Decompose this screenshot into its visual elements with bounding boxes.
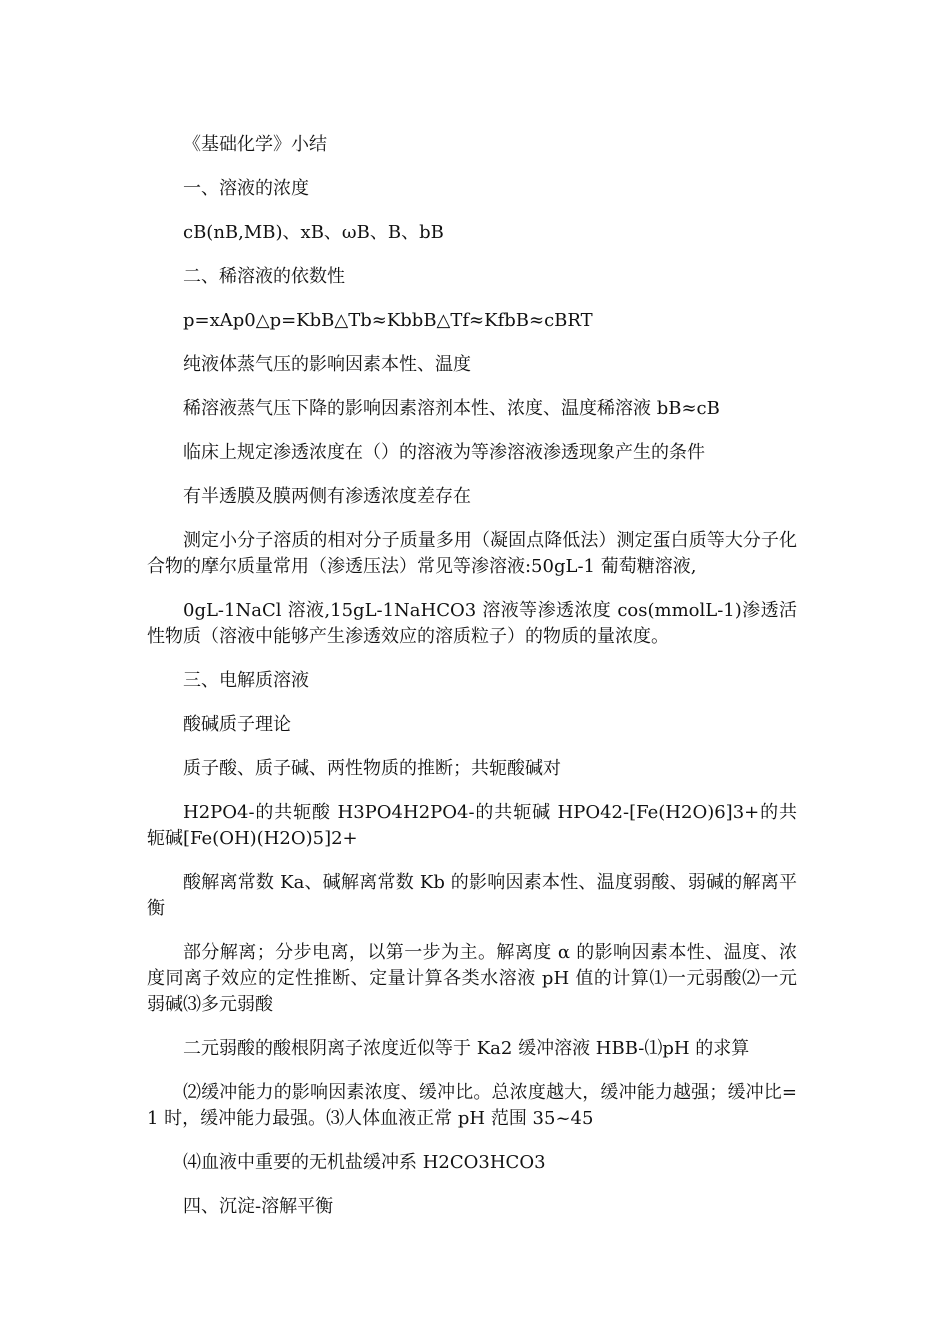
section-heading-2: 二、稀溶液的依数性 — [183, 266, 345, 287]
paragraph: ⑷血液中重要的无机盐缓冲系 H2CO3HCO3 — [183, 1152, 546, 1173]
section-heading-4: 四、沉淀-溶解平衡 — [183, 1196, 334, 1217]
doc-title: 《基础化学》小结 — [183, 134, 327, 155]
section-heading-1: 一、溶液的浓度 — [183, 178, 309, 199]
paragraph: ⑵缓冲能力的影响因素浓度、缓冲比。总浓度越大，缓冲能力越强；缓冲比=1 时，缓冲能力最强。⑶人体血液正常 pH 范围 35~45 — [147, 1082, 797, 1129]
paragraph: 0gL-1NaCl 溶液,15gL-1NaHCO3 溶液等渗透浓度 cos(mmolL-1)渗透活性物质（溶液中能够产生渗透效应的溶质粒子）的物质的量浓度。 — [147, 600, 797, 647]
paragraph: H2PO4-的共轭酸 H3PO4H2PO4-的共轭碱 HPO42-[Fe(H2O)6]3+的共轭碱[Fe(OH)(H2O)5]2+ — [147, 802, 797, 849]
paragraph: 稀溶液蒸气压下降的影响因素溶剂本性、浓度、温度稀溶液 bB≈cB — [183, 398, 720, 419]
formula-line: p=xAp0△p=KbB△Tb≈KbbB△Tf≈KfbB≈cBRT — [183, 310, 593, 331]
paragraph: 酸解离常数 Ka、碱解离常数 Kb 的影响因素本性、温度弱酸、弱碱的解离平衡 — [147, 872, 797, 919]
paragraph: 临床上规定渗透浓度在（）的溶液为等渗溶液渗透现象产生的条件 — [183, 442, 705, 463]
paragraph: 有半透膜及膜两侧有渗透浓度差存在 — [183, 486, 471, 507]
paragraph: 二元弱酸的酸根阴离子浓度近似等于 Ka2 缓冲溶液 HBB-⑴pH 的求算 — [183, 1038, 750, 1059]
paragraph: 纯液体蒸气压的影响因素本性、温度 — [183, 354, 471, 375]
paragraph: 酸碱质子理论 — [183, 714, 291, 735]
paragraph: cB(nB,MB)、xB、ωB、B、bB — [183, 222, 444, 243]
paragraph: 部分解离；分步电离，以第一步为主。解离度 α 的影响因素本性、温度、浓度同离子效应的定性推断、定量计算各类水溶液 pH 值的计算⑴一元弱酸⑵一元弱碱⑶多元弱酸 — [147, 942, 797, 1015]
section-heading-3: 三、电解质溶液 — [183, 670, 309, 691]
paragraph: 质子酸、质子碱、两性物质的推断；共轭酸碱对 — [183, 758, 561, 779]
document-body — [147, 132, 797, 1238]
paragraph: 测定小分子溶质的相对分子质量多用（凝固点降低法）测定蛋白质等大分子化合物的摩尔质量常用（渗透压法）常见等渗溶液:50gL-1 葡萄糖溶液, — [147, 530, 797, 577]
